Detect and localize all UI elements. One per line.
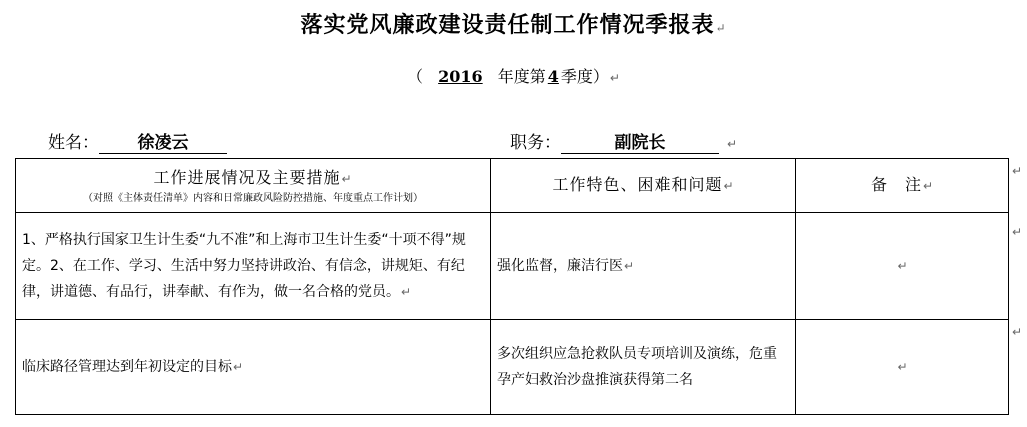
report-title-text: 落实党风廉政建设责任制工作情况季报表 — [300, 12, 715, 38]
header-progress — [16, 159, 491, 213]
report-table — [15, 158, 1009, 415]
paragraph-mark-icon: ↵ — [624, 259, 635, 273]
header-remark-label: 备 注 — [870, 175, 922, 194]
row-end-mark-icon: ↵ — [1012, 164, 1023, 178]
period-quarter-suffix: 季度） — [560, 67, 609, 86]
paragraph-mark-icon: ↵ — [401, 285, 412, 299]
name-label: 姓名： — [48, 133, 99, 153]
paragraph-mark-icon: ↵ — [897, 259, 908, 273]
header-progress-main: 工作进展情况及主要措施 — [153, 168, 341, 187]
table-header-row — [16, 159, 1009, 213]
period-year: 2016 — [438, 67, 483, 86]
row1-features-text: 强化监督，廉洁行医 — [497, 258, 623, 274]
row2-features — [491, 320, 796, 415]
row1-remark — [796, 213, 1009, 320]
period-open: （ — [407, 67, 424, 86]
header-progress-sub: （对照《主体责任清单》内容和日常廉政风险防控措施、年度重点工作计划） — [83, 193, 423, 204]
row2-progress — [16, 320, 491, 415]
position-line — [510, 128, 737, 154]
report-title — [0, 8, 1027, 39]
paragraph-mark-icon: ↵ — [727, 137, 738, 151]
period-quarter: 4 — [547, 67, 559, 86]
name-value: 徐凌云 — [99, 133, 227, 154]
row1-progress — [16, 213, 491, 320]
position-value: 副院长 — [561, 133, 719, 154]
header-features-label: 工作特色、困难和问题 — [552, 175, 723, 194]
row2-progress-text: 临床路径管理达到年初设定的目标 — [22, 359, 232, 375]
position-label: 职务： — [510, 133, 561, 153]
paragraph-mark-icon: ↵ — [609, 71, 620, 85]
row2-remark — [796, 320, 1009, 415]
table-row — [16, 213, 1009, 320]
paragraph-mark-icon: ↵ — [233, 360, 244, 374]
header-remark — [796, 159, 1009, 213]
paragraph-mark-icon: ↵ — [341, 172, 353, 186]
table-row — [16, 320, 1009, 415]
row1-features — [491, 213, 796, 320]
name-line — [48, 128, 227, 154]
paragraph-mark-icon: ↵ — [922, 179, 934, 193]
reporting-period — [0, 64, 1027, 87]
header-features — [491, 159, 796, 213]
paragraph-mark-icon: ↵ — [723, 179, 734, 193]
period-year-suffix: 年度第 — [497, 67, 546, 86]
row-end-mark-icon: ↵ — [1012, 325, 1023, 339]
row1-progress-text: 1、严格执行国家卫生计生委“九不准”和上海市卫生计生委“十项不得”规定。2、在工作、学习、生活中努力坚持讲政治、有信念，讲规矩、有纪律，讲道德、有品行，讲奉献、有作为，做一名合格的党员。 — [22, 232, 466, 300]
paragraph-mark-icon: ↵ — [715, 21, 727, 35]
row2-features-text: 多次组织应急抢救队员专项培训及演练，危重孕产妇救治沙盘推演获得第二名 — [497, 346, 777, 388]
paragraph-mark-icon: ↵ — [897, 360, 908, 374]
row-end-mark-icon: ↵ — [1012, 225, 1023, 239]
